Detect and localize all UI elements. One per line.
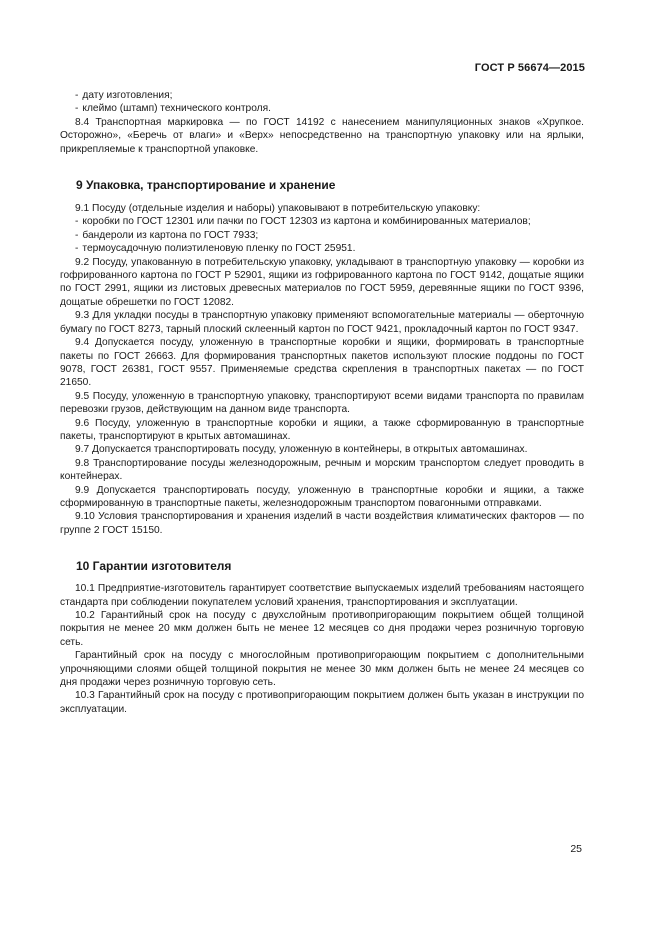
paragraph-9-7: 9.7 Допускается транспортировать посуду, уложенную в контейнеры, в открытых автомашинах. [75, 444, 528, 456]
paragraph-10-2: 10.2 Гарантийный срок на посуду с двухслойным противопригорающим покрытием общей толщиной покрытия не менее 20 мкм должен быть не менее 12 месяцев со дня продажи через розничную торговую сеть. [60, 610, 584, 648]
paragraph-8-4: 8.4 Транспортная маркировка — по ГОСТ 14192 с нанесением манипуляционных знаков «Хрупкое. Осторожно», «Беречь от влаги» и «Верх» непосредственно на транспортную упаковку или на ярлыки, прикрепляемые к транспортной упаковке. [60, 116, 584, 155]
paragraph-9-2: 9.2 Посуду, упакованную в потребительскую упаковку, укладывают в транспортную упаковку — коробки из гофрированного картона по ГОСТ Р 52901, ящики из гофрированного картона по ГОСТ 9142, дощатые ящики по ГОСТ 2991, ящики из листовых древесных материалов по ГОСТ 5959, деревянные ящики по ГОСТ 9396, дощатые обрешетки по ГОСТ 12082. [60, 256, 584, 308]
paragraph-9-1: 9.1 Посуду (отдельные изделия и наборы) упаковывают в потребительскую упаковку: [75, 203, 481, 215]
paragraph-9-10: 9.10 Условия транспортирования и хранения изделий в части воздействия климатических факторов — по группе 2 ГОСТ 15150. [60, 511, 584, 536]
document-id: ГОСТ Р 56674—2015 [474, 62, 585, 74]
list-item: - дату изготовления; [75, 90, 173, 101]
list-item: - клеймо (штамп) технического контроля. [75, 103, 271, 115]
list-item: - бандероли из картона по ГОСТ 7933; [75, 229, 259, 241]
page-number: 25 [570, 843, 582, 855]
paragraph-9-3: 9.3 Для укладки посуды в транспортную упаковку применяют вспомогательные материалы — оберточную бумагу по ГОСТ 8273, тарный плоский склеенный картон по ГОСТ 9421, прокладочный картон по ГОСТ 9347. [60, 310, 584, 335]
list-item: - коробки по ГОСТ 12301 или пачки по ГОСТ 12303 из картона и комбинированных материалов; [75, 216, 531, 228]
list-item: - термоусадочную полиэтиленовую пленку по ГОСТ 25951. [75, 243, 356, 255]
paragraph-10-3: 10.3 Гарантийный срок на посуду с противопригорающим покрытием должен быть указан в инструкции по эксплуатации. [60, 690, 584, 715]
paragraph-9-4: 9.4 Допускается посуду, уложенную в транспортные коробки и ящики, формировать в транспортные пакеты по ГОСТ 26663. Для формирования транспортных пакетов используют плоские поддоны по ГОСТ 9078, ГОСТ 26381, ГОСТ 9557. Применяемые средства скрепления в транспортных пакетах — по ГОСТ 21650. [60, 337, 584, 389]
paragraph-9-5: 9.5 Посуду, уложенную в транспортную упаковку, транспортируют всеми видами транспорта по правилам перевозки грузов, действующим на данном виде транспорта. [60, 390, 584, 416]
paragraph-9-6: 9.6 Посуду, уложенную в транспортные коробки и ящики, а также сформированную в транспортные пакеты, транспортируют в крытых автомашинах. [60, 417, 584, 442]
paragraph-9-8: 9.8 Транспортирование посуды железнодорожным, речным и морским транспортом следует проводить в контейнерах. [60, 457, 584, 483]
section-9-title: 9 Упаковка, транспортирование и хранение [76, 178, 336, 193]
paragraph-10-1: 10.1 Предприятие-изготовитель гарантирует соответствие выпускаемых изделий требованиям настоящего стандарта при соблюдении покупателем условий хранения, транспортирования и эксплуатации. [60, 583, 584, 608]
paragraph-9-9: 9.9 Допускается транспортировать посуду, уложенную в транспортные коробки и ящики, а также сформированную в транспортные пакеты, железнодорожным транспортом повагонными отправками. [60, 484, 584, 509]
paragraph-10-2-continued: Гарантийный срок на посуду с многослойным противопригорающим покрытием с дополнительными упрочняющими слоями общей толщиной покрытия не менее 30 мкм должен быть не менее 24 месяцев со дня продажи через розничную торговую сеть. [60, 650, 584, 689]
section-10-title: 10 Гарантии изготовителя [76, 559, 232, 574]
document-body [60, 89, 584, 716]
